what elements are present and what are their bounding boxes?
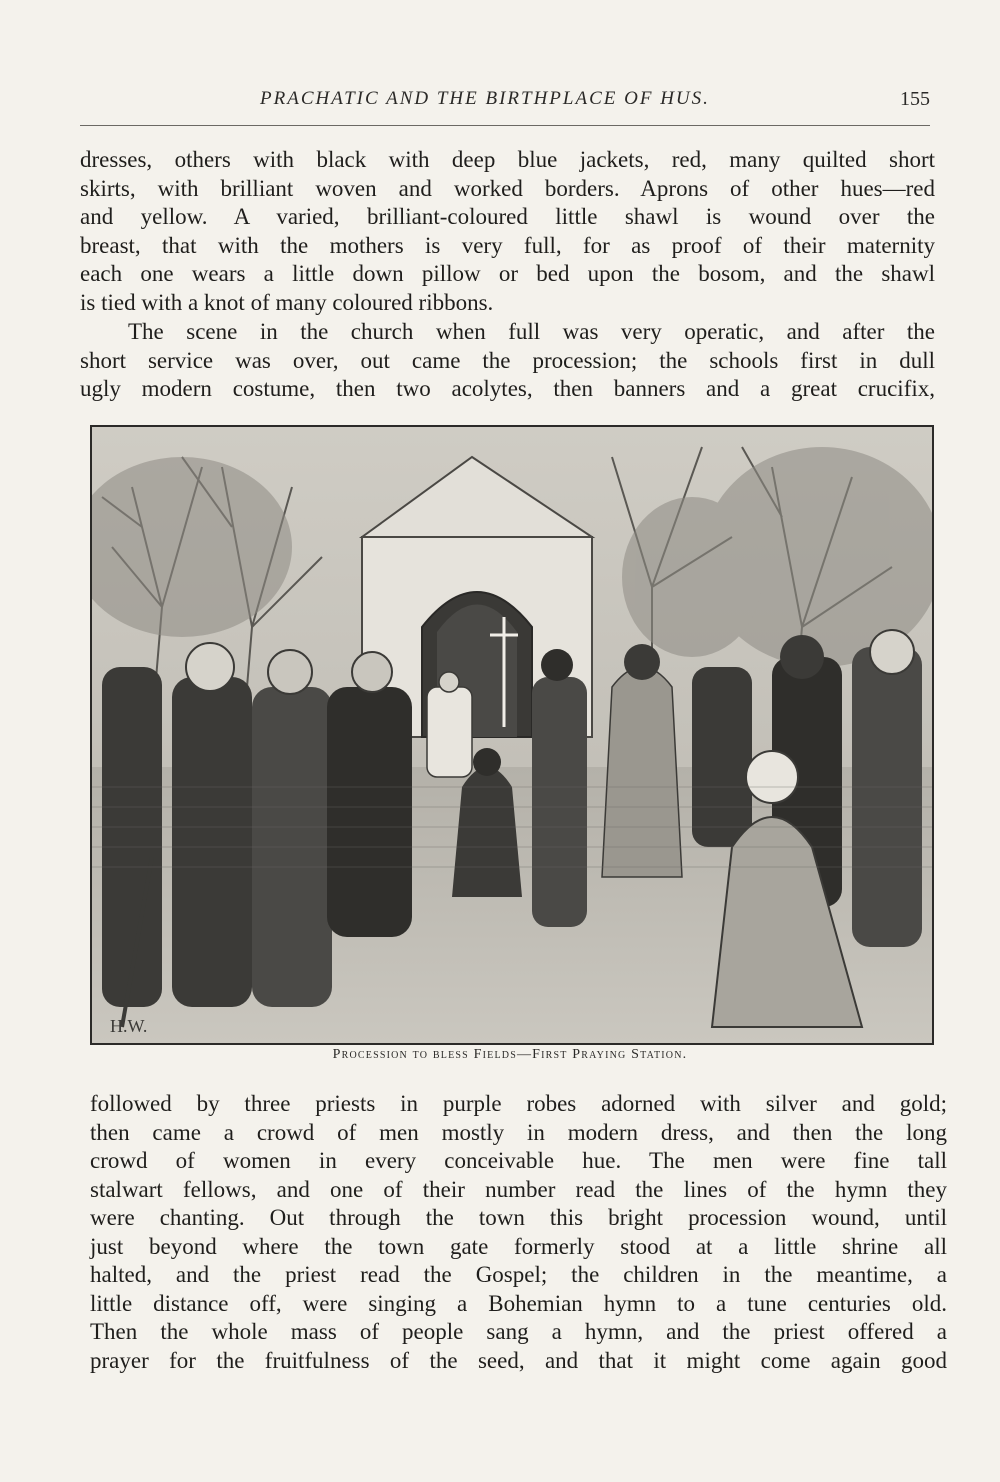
text-line: is tied with a knot of many coloured ribbons.	[80, 289, 494, 315]
text-line: Then the whole mass of people sang a hymn, and the priest offered a	[90, 1319, 947, 1344]
running-title: PRACHATIC AND THE BIRTHPLACE OF HUS.	[260, 88, 710, 109]
procession-engraving	[92, 427, 932, 1043]
text-line: ugly modern costume, then two acolytes, then banners and a great crucifix,	[80, 376, 935, 401]
text-line: breast, that with the mothers is very full, for as proof of their maternity	[80, 232, 935, 258]
text-line: just beyond where the town gate formerly stood at a little shrine all	[90, 1233, 947, 1259]
text-line: followed by three priests in purple robes adorned with silver and gold;	[90, 1091, 947, 1116]
text-line: short service was over, out came the procession; the schools first in dull	[80, 347, 935, 373]
text-line: dresses, others with black with deep blue jackets, red, many quilted short	[80, 147, 935, 172]
text-line: each one wears a little down pillow or bed upon the bosom, and the shawl	[80, 261, 935, 286]
illustration-caption: Procession to bless Fields—First Praying Station.	[332, 1047, 688, 1062]
header-rule	[80, 125, 930, 126]
priest	[427, 672, 472, 777]
paragraph-after-illustration	[90, 1090, 947, 1375]
text-line: skirts, with brilliant woven and worked borders. Aprons of other hues—red	[80, 175, 935, 201]
text-line: then came a crowd of men mostly in modern dress, and then the long	[90, 1119, 947, 1145]
text-line: prayer for the fruitfulness of the seed, and that it might come again good	[90, 1347, 947, 1373]
text-line: The scene in the church when full was very operatic, and after the	[128, 319, 935, 344]
paragraph-procession	[80, 318, 935, 404]
text-line: halted, and the priest read the Gospel; the children in the meantime, a	[90, 1262, 947, 1287]
text-line: little distance off, were singing a Bohemian hymn to a tune centuries old.	[90, 1290, 947, 1316]
paragraph-continued	[80, 146, 935, 317]
running-head	[80, 88, 930, 118]
artist-signature: H.W.	[110, 1016, 148, 1036]
page-number: 155	[900, 88, 930, 110]
text-line: crowd of women in every conceivable hue. The men were fine tall	[90, 1148, 947, 1173]
text-line: and yellow. A varied, brilliant-coloured little shawl is wound over the	[80, 204, 935, 229]
engraving-illustration	[90, 425, 934, 1045]
text-line: were chanting. Out through the town this bright procession wound, until	[90, 1205, 947, 1230]
text-line: stalwart fellows, and one of their number read the lines of the hymn they	[90, 1176, 947, 1202]
